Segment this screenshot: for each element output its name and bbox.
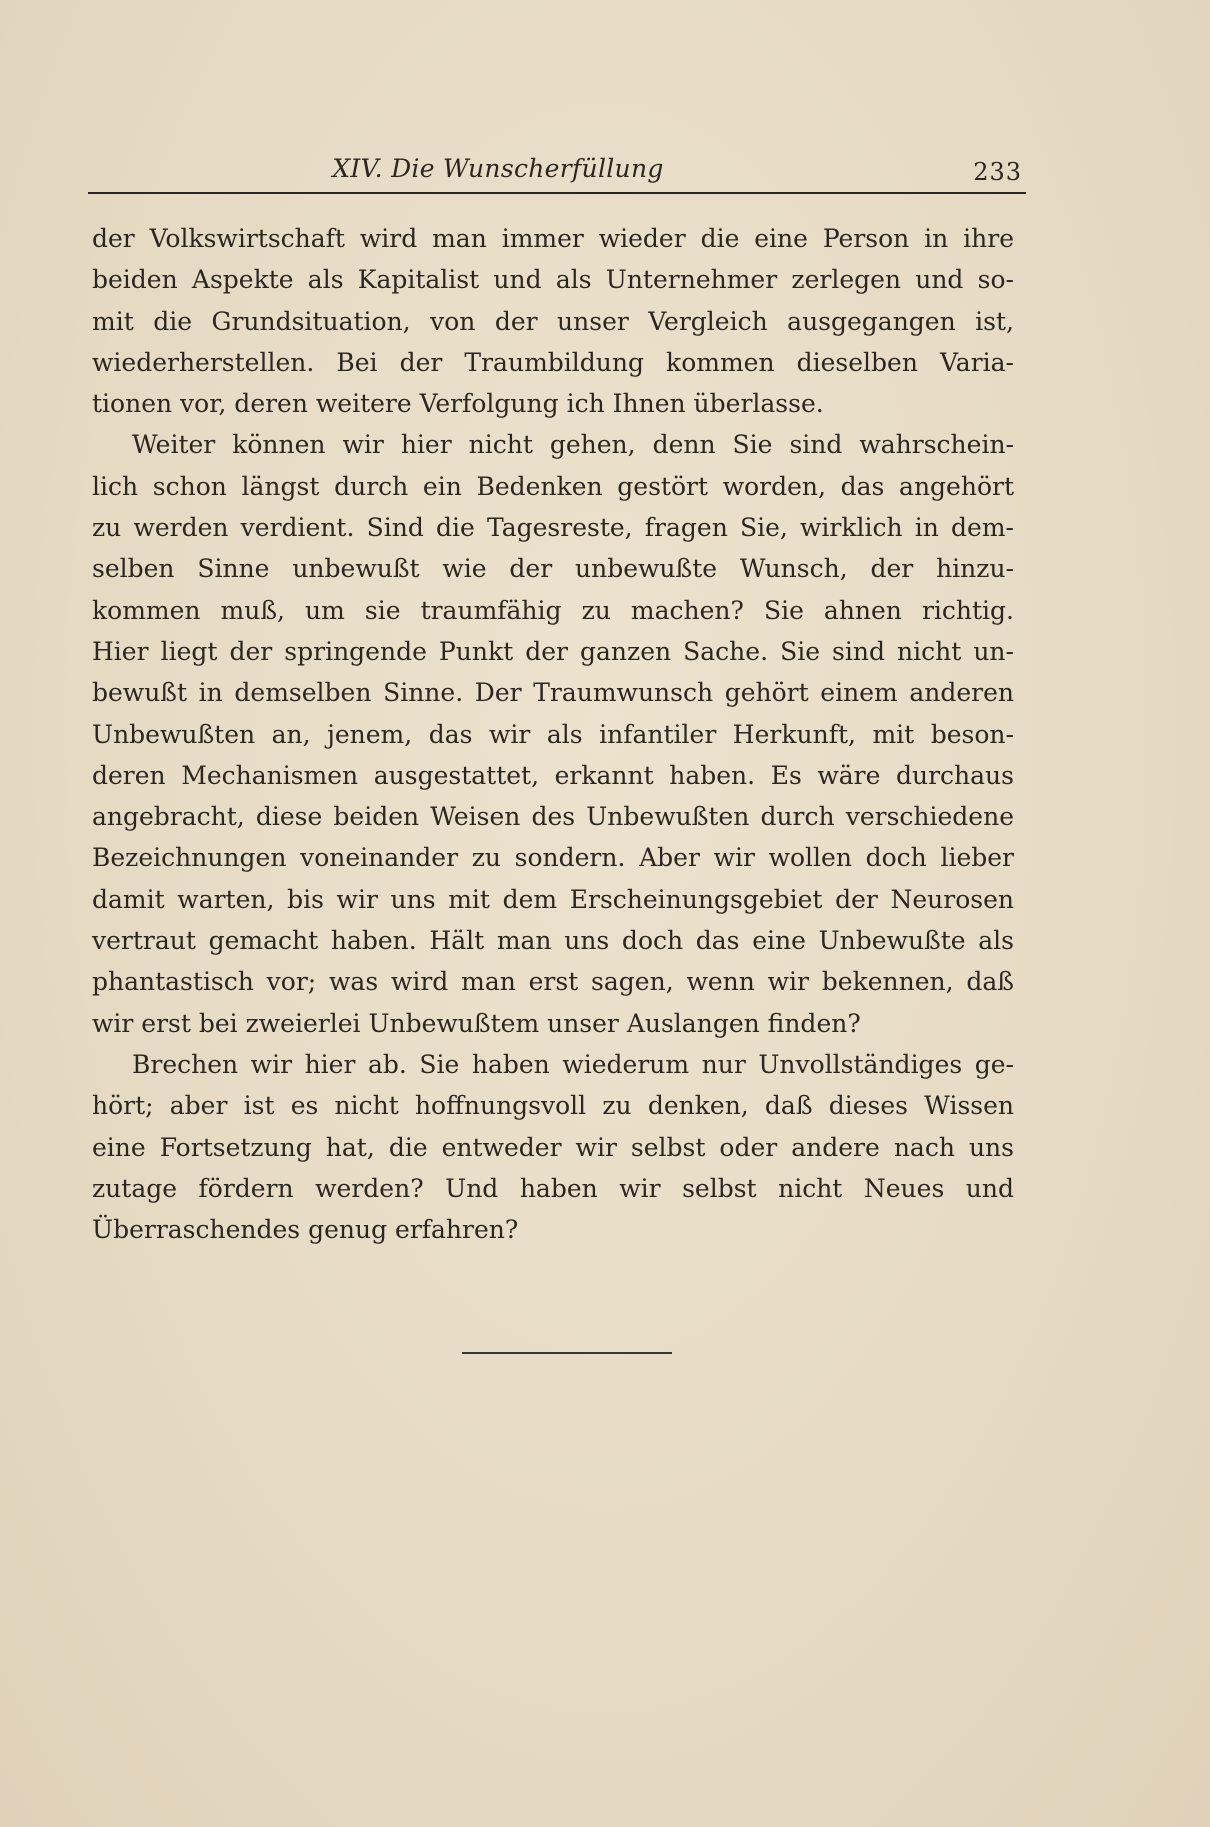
text-line: wiederherstellen. Bei der Traumbildung kommen dieselben Varia-	[92, 347, 1014, 377]
text-line: selben Sinne unbewußt wie der unbewußte Wunsch, der hinzu-	[92, 554, 1014, 584]
header-rule	[88, 192, 1026, 194]
text-line: deren Mechanismen ausgestattet, erkannt haben. Es wäre durchaus	[92, 760, 1014, 790]
text-line: kommen muß, um sie traumfähig zu machen? Sie ahnen richtig.	[92, 595, 1014, 625]
text-line: Unbewußten an, jenem, das wir als infantiler Herkunft, mit beson-	[92, 719, 1014, 749]
paragraph	[92, 424, 1014, 1043]
text-line: Brechen wir hier ab. Sie haben wiederum nur Unvollständiges ge-	[132, 1049, 1014, 1079]
text-line: wir erst bei zweierlei Unbewußtem unser Auslangen finden?	[92, 1008, 861, 1038]
text-line: Weiter können wir hier nicht gehen, denn Sie sind wahrschein-	[132, 430, 1014, 460]
paragraph	[92, 218, 1014, 424]
text-line: eine Fortsetzung hat, die entweder wir selbst oder andere nach uns	[92, 1132, 1014, 1162]
page-number: 233	[973, 158, 1022, 186]
text-line: bewußt in demselben Sinne. Der Traumwunsch gehört einem anderen	[92, 678, 1014, 708]
text-line: lich schon längst durch ein Bedenken gestört worden, das angehört	[92, 471, 1014, 501]
text-line: vertraut gemacht haben. Hält man uns doch das eine Unbewußte als	[92, 926, 1014, 956]
body-text	[92, 218, 1014, 1250]
text-line: zutage fördern werden? Und haben wir selbst nicht Neues und	[92, 1173, 1014, 1203]
text-line: angebracht, diese beiden Weisen des Unbewußten durch verschiedene	[92, 802, 1014, 832]
text-line: phantastisch vor; was wird man erst sagen, wenn wir bekennen, daß	[92, 967, 1014, 997]
running-head	[88, 148, 1022, 192]
text-line: damit warten, bis wir uns mit dem Erscheinungsgebiet der Neurosen	[92, 884, 1014, 914]
text-line: der Volkswirtschaft wird man immer wieder die eine Person in ihre	[92, 224, 1014, 253]
text-line: zu werden verdient. Sind die Tagesreste, fragen Sie, wirklich in dem-	[92, 513, 1014, 543]
text-line: Überraschendes genug erfahren?	[92, 1215, 519, 1245]
paragraph	[92, 1044, 1014, 1250]
end-rule	[462, 1352, 672, 1354]
text-line: tionen vor, deren weitere Verfolgung ich Ihnen überlasse.	[92, 389, 824, 419]
text-line: Hier liegt der springende Punkt der ganzen Sache. Sie sind nicht un-	[92, 636, 1014, 666]
running-title: XIV. Die Wunscherfüllung	[332, 154, 664, 183]
text-line: mit die Grundsituation, von der unser Vergleich ausgegangen ist,	[92, 306, 1014, 336]
text-line: hört; aber ist es nicht hoffnungsvoll zu denken, daß dieses Wissen	[92, 1091, 1014, 1121]
text-line: beiden Aspekte als Kapitalist und als Unternehmer zerlegen und so-	[92, 265, 1014, 295]
text-line: Bezeichnungen voneinander zu sondern. Aber wir wollen doch lieber	[92, 843, 1014, 873]
